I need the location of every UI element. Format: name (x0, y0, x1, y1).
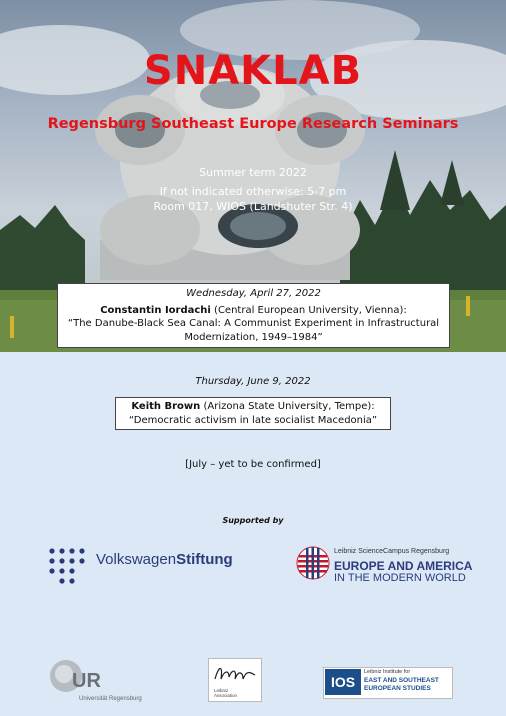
term-label: Summer term 2022 (199, 166, 307, 179)
event-speaker-name: Keith Brown (131, 401, 201, 412)
room-note: Room 017, WIOS (Landshuter Str. 4) (153, 200, 353, 213)
supported-by-label: Supported by (222, 516, 284, 525)
event-talk-title-line-2: Modernization, 1949–1984” (184, 331, 323, 343)
leibniz-caption (214, 688, 237, 698)
ur-mark-text: UR (72, 670, 101, 692)
event-speaker-name: Constantin Iordachi (100, 304, 211, 316)
eam-subtitle: IN THE MODERN WORLD (334, 572, 466, 584)
leibniz-caption-1: Leibniz (214, 688, 229, 693)
event-talk-title-line-1: “The Danube-Black Sea Canal: A Communist Experiment in Infrastructural (67, 318, 440, 329)
eam-title: EUROPE AND AMERICA (334, 559, 473, 573)
event-date: Wednesday, April 27, 2022 (186, 288, 321, 299)
eam-small-label: Leibniz ScienceCampus Regensburg (334, 548, 450, 555)
event-date-2: Thursday, June 9, 2022 (195, 376, 311, 387)
event-talk-title-line-1: “Democratic activism in late socialist Macedonia” (128, 414, 378, 426)
ios-small-label: Leibniz Institute for (364, 669, 411, 675)
ios-title-line-1: EAST AND SOUTHEAST (364, 677, 439, 684)
vw-bold: Stiftung (176, 551, 233, 568)
term-info (0, 165, 506, 214)
event-speaker-line (58, 304, 449, 318)
page-subtitle: Regensburg Southeast Europe Research Seminars (47, 116, 459, 132)
ur-caption: Universität Regensburg (79, 696, 142, 702)
ios-mark: IOS (325, 669, 361, 695)
event-card-1 (57, 283, 450, 348)
ios-title-line-2: EUROPEAN STUDIES (364, 685, 431, 692)
vw-light: Volkswagen (96, 551, 177, 568)
volkswagen-stiftung-logo (96, 551, 233, 568)
university-regensburg-logo-icon (46, 654, 102, 698)
event-card-2 (115, 397, 391, 430)
page-title: SNAKLAB (143, 48, 363, 94)
july-note: [July – yet to be confirmed] (185, 459, 321, 470)
event-affiliation: (Central European University, Vienna): (210, 304, 407, 316)
time-note: If not indicated otherwise: 5-7 pm (159, 185, 347, 198)
event-affiliation: (Arizona State University, Tempe): (200, 401, 375, 412)
event-speaker-line (116, 400, 390, 414)
ios-title (364, 677, 439, 693)
leibniz-signature-icon (209, 659, 261, 689)
leibniz-caption-2: Association (214, 693, 238, 698)
europe-america-emblem-icon (296, 546, 330, 580)
